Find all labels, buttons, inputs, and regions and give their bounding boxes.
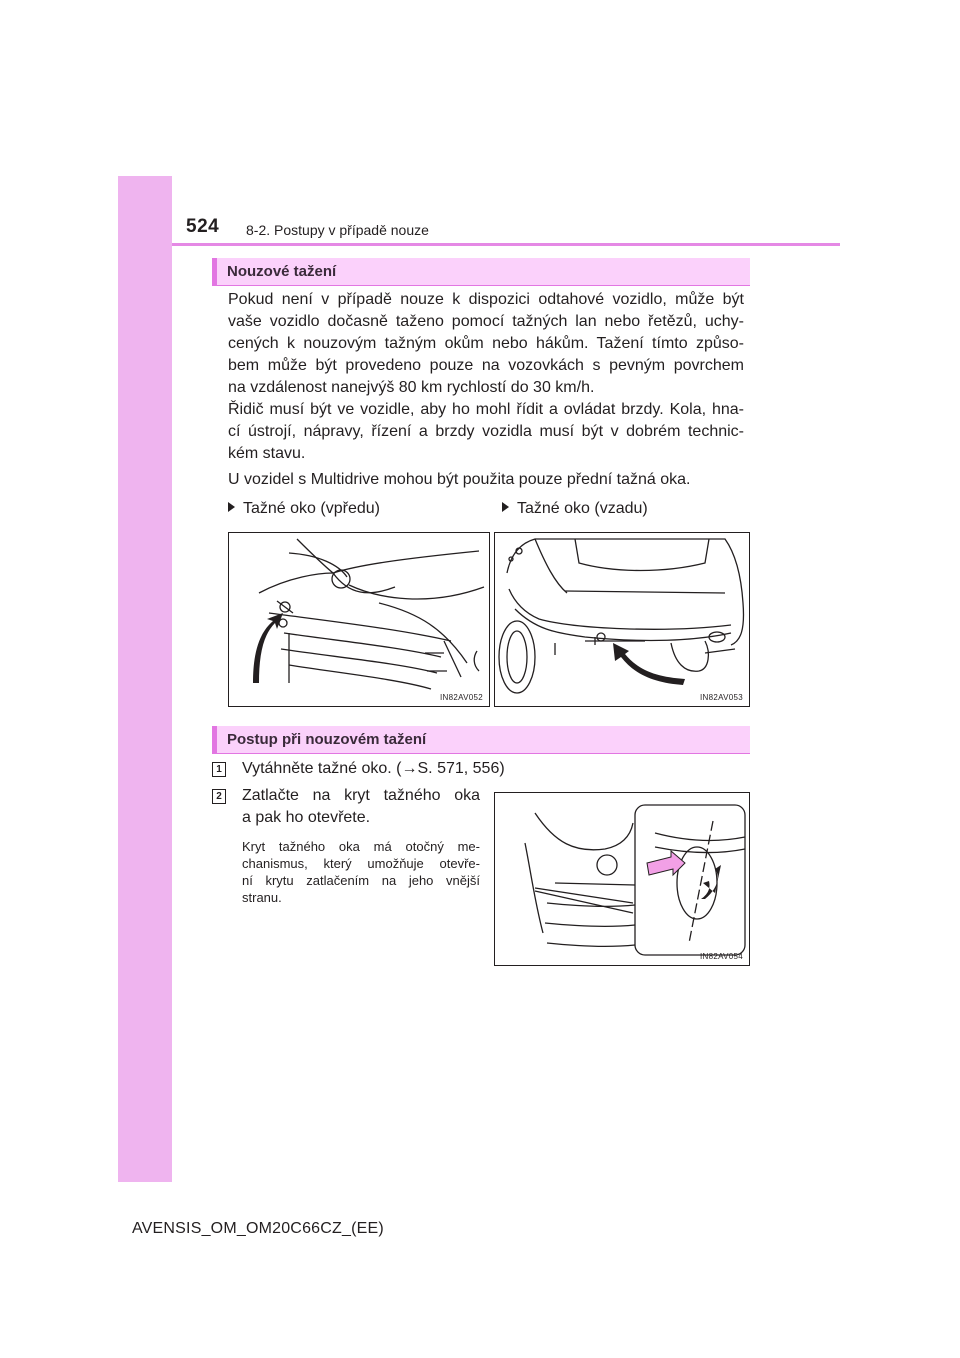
figure-front-towing-eye [228, 532, 490, 707]
text-line: Pokud není v případě nouze k dispozici odtahové vozidlo, může být [228, 291, 744, 308]
text-line: na vzdálenost nanejvýš 80 km rychlostí do 30 km/h. [228, 379, 595, 396]
cover-illustration [495, 793, 750, 966]
figure-code: IN82AV053 [699, 693, 743, 702]
multidrive-note [228, 469, 744, 491]
figure-rear-towing-eye [494, 532, 750, 707]
text-line: kém stavu. [228, 445, 306, 462]
step-2-text [242, 785, 480, 829]
text-line: Řidič musí být ve vozidle, aby ho mohl řídit a ovládat brzdy. Kola, hna- [228, 401, 744, 418]
header-rule [172, 243, 840, 246]
heading-underline [212, 285, 750, 286]
footer-doc-code: AVENSIS_OM_OM20C66CZ_(EE) [132, 1220, 384, 1237]
front-bumper-illustration [229, 533, 490, 707]
figure-towing-eye-cover [494, 792, 750, 966]
text-line: cených k nouzovým tažným okům nebo hákům. Tažení tímto způso- [228, 335, 744, 352]
section-label: 8-2. Postupy v případě nouze [246, 222, 429, 238]
caption-rear [502, 500, 648, 518]
text-line: a pak ho otevřete. [242, 809, 371, 826]
caption-text: Tažné oko (vpředu) [243, 500, 380, 517]
heading-underline [212, 753, 750, 754]
text-line: Kryt tažného oka má otočný me- [242, 839, 480, 854]
side-strip [118, 176, 172, 1182]
cover-mechanism-note [242, 838, 480, 906]
rear-bumper-illustration [495, 533, 750, 707]
intro-paragraph [228, 289, 744, 465]
text-line: cí ústrojí, nápravy, řízení a brzdy vozidla musí být v dobrém technic- [228, 423, 744, 440]
section-heading-towing-procedure [212, 726, 750, 753]
text-line: ní krytu zatlačením na jeho vnější [242, 873, 480, 888]
step-number-2: 2 [212, 789, 226, 804]
caption-front [228, 500, 380, 518]
triangle-bullet-icon [228, 502, 235, 512]
text-line: stranu. [242, 890, 282, 905]
text-line: U vozidel s Multidrive mohou být použita pouze přední tažná oka. [228, 471, 691, 488]
text-line: chanismus, který umožňuje otevře- [242, 856, 480, 871]
step-1-text: Vytáhněte tažné oko. (→S. 571, 556) [242, 760, 505, 777]
step-number-1: 1 [212, 762, 226, 777]
section-heading-emergency-towing [212, 258, 750, 285]
figure-code: IN82AV054 [699, 952, 743, 961]
section-title: Nouzové tažení [227, 263, 337, 280]
triangle-bullet-icon [502, 502, 509, 512]
text-line: Zatlačte na kryt tažného oka [242, 787, 480, 804]
caption-text: Tažné oko (vzadu) [517, 500, 648, 517]
figure-code: IN82AV052 [439, 693, 483, 702]
section-title: Postup při nouzovém tažení [227, 731, 427, 748]
text-line: vaše vozidlo dočasně taženo pomocí tažných lan nebo řetězů, uchy- [228, 313, 744, 330]
page-number: 524 [186, 216, 220, 237]
text-line: bem může být provedeno pouze na vozovkách s pevným povrchem [228, 357, 744, 374]
